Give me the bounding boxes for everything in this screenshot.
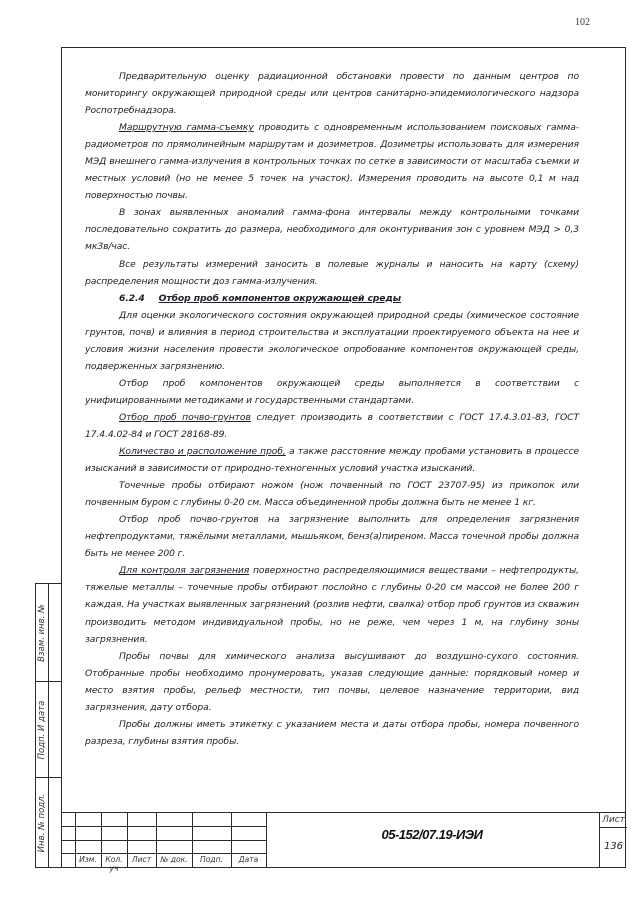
- paragraph: Все результаты измерений заносить в полевые журналы и наносить на карту (схему) распределения мощности доз гамма-излучения.: [85, 258, 579, 287]
- paragraph: Предварительную оценку радиационной обстановки провести по данным центров по мониторингу окружающей природной среды или центров санитарно-эпидемиологического надзора Роспотребнадзора.: [85, 71, 579, 117]
- title-block: [61, 812, 626, 873]
- paragraph-text: проводить с одновременным использованием поисковых гамма-радиометров по прямолинейным маршрутам и дозиметров. Дозиметры использовать для измерения МЭД внешнего гамма-излучения в контрольных точках по сетке в зависимости от масштаба съемки и местных условий (но не менее 5 точек на участок). Измерения проводить на высоте 0,1 м над поверхностью почвы.: [85, 122, 579, 202]
- stamp-label-replacement: Взам. инв. №: [37, 603, 47, 662]
- section-title: Отбор проб компонентов окружающей среды: [158, 292, 401, 304]
- paragraph-text: а также расстояние между пробами установить в процессе изысканий в зависимости от природно-техногенных условий участка изысканий.: [85, 446, 579, 475]
- col-label-sheet: Лист: [131, 855, 152, 864]
- col-label-signature: Подп.: [200, 855, 223, 864]
- revision-grid: [61, 813, 266, 873]
- grid-row: [61, 840, 266, 841]
- stamp-cell-inventory: [36, 778, 61, 867]
- paragraph: Отбор проб почво-грунтов на загрязнение выполнить для определения загрязнения нефтепродуктами, тяжёлыми металлами, мышьяком, бенз(а)пиреном. Масса точечной пробы должна быть не менее 200 г.: [85, 514, 579, 560]
- paragraph-lead: Маршрутную гамма-съемку: [119, 122, 254, 134]
- sheet-label: Лист: [600, 815, 627, 828]
- paragraph: В зонах выявленных аномалий гамма-фона интервалы между контрольными точками последовательно сократить до размера, необходимого для оконтуривания зон с уровнем МЭД > 0,3 мкЗв/час.: [85, 207, 579, 253]
- paragraph: [85, 409, 579, 443]
- sheet-number: 136: [603, 841, 624, 852]
- paragraph: Пробы почвы для химического анализа высушивают до воздушно-сухого состояния. Отобранные пробы необходимо пронумеровать, указав следующие данные: порядковый номер и место взятия пробы, рельеф местности, тип почвы, целевое назначение территории, вид загрязнения, дату отбора.: [85, 650, 579, 713]
- stamp-label-signature: Подп. И дата: [37, 700, 47, 759]
- grid-row: [61, 853, 266, 854]
- side-stamp: [35, 583, 61, 868]
- document-code: 05-152/07.19-ИЭИ: [381, 827, 483, 842]
- sheet-box: [599, 813, 626, 868]
- paragraph-text: поверхностно распределяющимися веществами – нефтепродукты, тяжелые металлы – точечные пробы отбирают послойно с глубины 0-20 см массой не более 200 г каждая. На участках выявленных загрязнений (розлив нефти, свалка) отбор проб грунтов из скважин производить методом индивидуальной пробы, но не реже, чем через 1 м, на глубину зоны загрязнения.: [85, 565, 579, 645]
- stamp-cell-replacement: [36, 584, 61, 682]
- stamp-label-inventory: Инв. № подл.: [37, 793, 47, 852]
- paragraph: Для оценки экологического состояния окружающей природной среды (химическое состояние грунтов, почв) и влияния в период строительства и эксплуатации проектируемого объекта на нее и условия жизни населения провести экологическое опробование компонентов окружающей среды, подверженных загрязнению.: [85, 309, 579, 372]
- page-number: 102: [575, 17, 590, 28]
- col-label-change: Изм.: [79, 855, 97, 864]
- grid-row: [61, 826, 266, 827]
- stamp-cell-signature: [36, 682, 61, 778]
- paragraph: [85, 562, 579, 647]
- paragraph-text: следует производить в соответствии с ГОСТ 17.4.3.01-83, ГОСТ 17.4.4.02-84 и ГОСТ 28168-89.: [85, 411, 579, 440]
- paragraph-lead: Отбор проб почво-грунтов: [119, 411, 251, 423]
- paragraph: [85, 443, 579, 477]
- paragraph: [85, 119, 579, 204]
- col-label-doc: № док.: [160, 855, 188, 864]
- section-number: 6.2.4: [119, 292, 145, 304]
- document-body: [85, 68, 579, 750]
- col-label-count: Кол. уч: [105, 855, 123, 873]
- paragraph: Отбор проб компонентов окружающей среды выполняется в соответствии с унифицированными методиками и государственными стандартами.: [85, 377, 579, 406]
- section-heading: [85, 290, 579, 307]
- paragraph: Пробы должны иметь этикетку с указанием места и даты отбора пробы, номера почвенного разреза, глубины взятия пробы.: [85, 718, 579, 747]
- col-label-date: Дата: [238, 855, 259, 864]
- paragraph-lead: Для контроля загрязнения: [119, 565, 250, 577]
- paragraph: Точечные пробы отбирают ножом (нож почвенный по ГОСТ 23707-95) из прикопок или почвенным буром с глубины 0-20 см. Масса объединенной пробы должна быть не менее 1 кг.: [85, 480, 579, 509]
- paragraph-lead: Количество и расположение проб,: [119, 446, 286, 458]
